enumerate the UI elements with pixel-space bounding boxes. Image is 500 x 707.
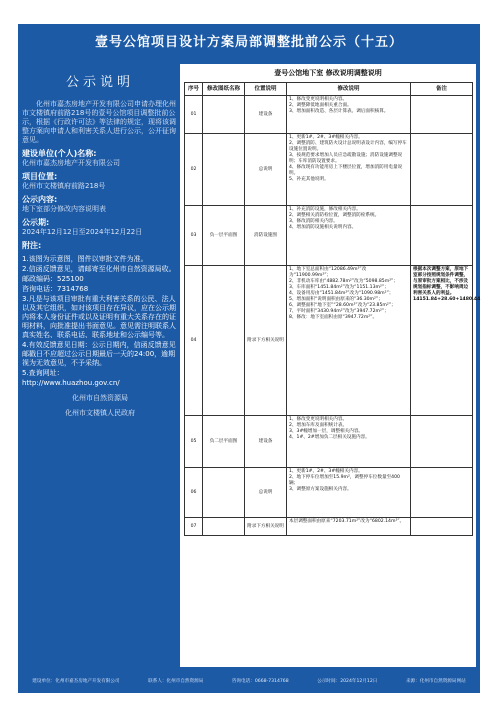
period-value: 2024年12月12日至2024年12月22日 xyxy=(22,228,143,236)
table-row xyxy=(185,416,473,468)
footer-bar xyxy=(18,669,480,693)
notice-panel xyxy=(22,64,178,667)
notice-intro: 化州市嘉杰房地产开发有限公司申请办理化州市文楼镇府前路218号的壹号公馆项目调整批前公示，根据《行政许可法》等法律的规定，现将该调整方案向申请人和利害关系人进行公示，公开征询意见。 xyxy=(22,100,176,144)
footer-item: 建设单位：化州市嘉杰房地产开发有限公司 xyxy=(32,679,120,684)
location-label: 项目位置: xyxy=(22,172,58,181)
org-natural-resources: 化州市自然资源局 xyxy=(72,394,128,402)
cell-drawing xyxy=(203,518,245,536)
cell-remark xyxy=(411,206,473,266)
cell-description: 1、修改变更说明相关内容。 2、增加车库及面积统计表。 3、3#幢增加一层，调整相关内容。 4、1#、2#增加负二层相关设施内容。 xyxy=(287,416,411,468)
cell-position: 总说明 xyxy=(245,468,287,518)
note-item: 3.凡是与该项目审批有重大利害关系的公民、法人以及其它组织，如对该项目存在异议，应在公示期内将本人身份证件或以及证明有重大关系存在的证明材料，向批准提出书面意见。意见需注明联系人真实姓名、联系电话、联系地址和公示编号等。 xyxy=(22,295,176,339)
footer-item: 联系人：化州市自然资源局 xyxy=(148,679,204,684)
notes-label: 附注: xyxy=(22,241,42,250)
org-town-government: 化州市文楼镇人民政府 xyxy=(65,409,135,417)
notice-sheet xyxy=(18,24,480,693)
col-header-description: 修改说明 xyxy=(287,83,411,96)
cell-no: 07 xyxy=(185,518,203,536)
cell-position: 消防设施图 xyxy=(245,206,287,266)
notice-heading: 公示说明 xyxy=(65,75,134,90)
note-item: 2.信函反馈意见，请邮寄至化州市自然资源局收。 xyxy=(22,265,176,273)
note-item: 1.该图为示意图，图件以审批文件为准。 xyxy=(22,255,148,263)
footer-item: 公示时间：2024年12月12日 xyxy=(317,679,378,684)
applicant-label: 建设单位(个人)名称: xyxy=(22,149,97,158)
col-header-no: 序号 xyxy=(185,83,203,96)
cell-position: 总说明 xyxy=(245,134,287,206)
table-row xyxy=(185,518,473,536)
document-title: 壹号公馆地下室 修改说明调整说明 xyxy=(274,69,382,77)
table-row xyxy=(185,206,473,266)
col-header-position: 位置说明 xyxy=(245,83,287,96)
note-item: 4.有效反馈意见日期：公示日期内，信函反馈意见邮戳日不应超过公示日期最后一天的24:00，逾期视为无效意见，不予采纳。 xyxy=(22,341,176,367)
cell-no: 02 xyxy=(185,134,203,206)
query-url-link[interactable]: http://www.huazhou.gov.cn/ xyxy=(22,379,120,387)
cell-no: 03 xyxy=(185,206,203,266)
cell-drawing xyxy=(203,468,245,518)
period-label: 公示期: xyxy=(22,218,50,227)
col-header-remark: 备注 xyxy=(411,83,473,96)
content-value: 地下室部分修改内容说明表 xyxy=(22,205,106,213)
table-row xyxy=(185,96,473,134)
cell-no: 04 xyxy=(185,266,203,416)
notes-list xyxy=(22,255,178,388)
cell-drawing xyxy=(203,96,245,134)
cell-drawing: 负二层平面图 xyxy=(203,416,245,468)
cell-description: 1、补充消防设施，修改相关内容。 2、调整相关消防栓位置，调整消防栓系统。 3、修改消防相关内容。 4、增加消防设施相关说明内容。 xyxy=(287,206,411,266)
cell-position: 建设条 xyxy=(245,416,287,468)
cell-remark xyxy=(411,416,473,468)
col-header-drawing: 修改图纸名称 xyxy=(203,83,245,96)
cell-drawing xyxy=(203,134,245,206)
cell-position: 附录下方相关说明 xyxy=(245,266,287,416)
cell-no: 05 xyxy=(185,416,203,468)
cell-no: 01 xyxy=(185,96,203,134)
footer-item: 咨询电话：0668-7314768 xyxy=(231,679,289,684)
note-item: 邮政编码：525100 xyxy=(22,275,84,283)
page-title: 壹号公馆项目设计方案局部调整批前公示（十五） xyxy=(94,35,403,50)
content-label: 公示内容: xyxy=(22,195,58,204)
cell-description: 1、修改变更说明相关内容。 2、调整降低地面相关重合面。 3、增加面积改造、各层计算表。调后面积核算。 xyxy=(287,96,411,134)
cell-remark xyxy=(411,96,473,134)
cell-description: 1、更新1#、2#、3#幢相关内容。 2、调整消防、建筑防火设计总说明表设计内容，编写停车设施位置说明。 3、按规范要求增加人员应急疏散设施；消防设施调整说明；车库消防设置要求。 4、修改现有功能用房上下楼层位置，增加消防用电量说明。 5、补充其他说明。 xyxy=(287,134,411,206)
cell-remark xyxy=(411,468,473,518)
table-header-row xyxy=(185,83,473,96)
cell-drawing: 负一层平面图 xyxy=(203,206,245,266)
cell-description: 本层调整面积由原来“7203.71m²”改为“6802.14m²”。 xyxy=(287,518,411,536)
table-row xyxy=(185,266,473,416)
table-row xyxy=(185,468,473,518)
cell-position: 附录下方相关说明 xyxy=(245,518,287,536)
document-panel xyxy=(180,64,481,667)
cell-no: 06 xyxy=(185,468,203,518)
cell-position: 建设条 xyxy=(245,96,287,134)
footer-item: 来源：化州市自然资源局网站 xyxy=(405,679,466,684)
cell-description: 1、地下室总面积由“12086.49m²”改为“11900.99m²”； 2、非机动车库由“4882.78m²”改为“5098.85m²”； 3、车库面积“1451.84m²”改为“1151.13m²”； 4、设备用房由“1451.84m²”改为“1090.98m²”； 5、增加面积“说明面积由原来的“36.30m²”； 6、调整面积“地下室”“28.60m²”改为“23.85m²”； 7、平时面积“3430.94m²”改为“3947.72m²”； 8、修改：地下室面积由原“3947.72m²”。 xyxy=(287,266,411,416)
note-item: 咨询电话：7314768 xyxy=(22,285,89,293)
note-item: 5.查询网址： xyxy=(22,369,64,377)
applicant-value: 化州市嘉杰房地产开发有限公司 xyxy=(22,159,120,167)
cell-remark: 根据本次调整方案，原地下室部分按照规划条件调整，与原审批方案相比，不涉及规划指标调整，不影响周边利害关系人的利益。14151.84+28.60+1480.44 xyxy=(411,266,473,416)
cell-description: 1、更新1#、2#、3#幢相关内容。 2、地下停车位增加至15.9m²，调整停车位数量至400辆； 3、调整原方案设施相关内容。 xyxy=(287,468,411,518)
cell-remark xyxy=(411,134,473,206)
location-value: 化州市文楼镇府前路218号 xyxy=(22,182,106,190)
change-table xyxy=(184,82,481,536)
cell-drawing xyxy=(203,266,245,416)
cell-remark xyxy=(411,518,473,536)
table-row xyxy=(185,134,473,206)
